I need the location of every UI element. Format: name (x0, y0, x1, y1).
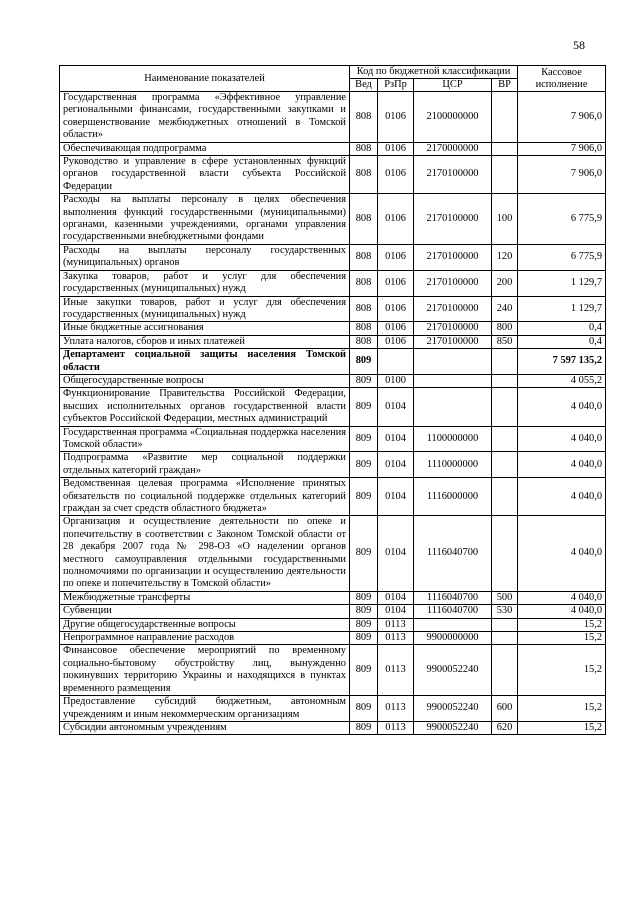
row-ved-cell: 808 (350, 322, 378, 335)
row-amount-cell: 4 040,0 (518, 605, 606, 618)
row-name-cell: Функционирование Правительства Российской Федерации, высших исполнительных органов государственной власти субъектов Российской Федерации, местных администраций (60, 388, 350, 426)
table-row (60, 270, 606, 296)
row-amount-cell: 15,2 (518, 618, 606, 631)
row-csr-cell: 2170100000 (414, 296, 492, 322)
row-amount-cell: 6 775,9 (518, 194, 606, 245)
row-csr-cell: 1110000000 (414, 452, 492, 478)
row-ved-cell: 809 (350, 721, 378, 734)
row-name-cell: Подпрограмма «Развитие мер социальной поддержки отдельных категорий граждан» (60, 452, 350, 478)
row-vr-cell (492, 374, 518, 387)
row-csr-cell: 2170000000 (414, 142, 492, 155)
table-row (60, 335, 606, 348)
row-rzpr-cell: 0106 (378, 92, 414, 143)
row-amount-cell: 1 129,7 (518, 296, 606, 322)
row-csr-cell: 2100000000 (414, 92, 492, 143)
row-name-cell: Государственная программа «Социальная поддержка населения Томской области» (60, 426, 350, 452)
row-csr-cell: 1116040700 (414, 516, 492, 591)
row-name-cell: Закупка товаров, работ и услуг для обеспечения государственных (муниципальных) нужд (60, 270, 350, 296)
row-csr-cell: 9900052240 (414, 696, 492, 722)
row-csr-cell (414, 349, 492, 375)
row-vr-cell (492, 516, 518, 591)
table-row (60, 296, 606, 322)
row-ved-cell: 809 (350, 478, 378, 516)
row-vr-cell (492, 142, 518, 155)
table-row (60, 618, 606, 631)
table-row (60, 478, 606, 516)
table-row (60, 696, 606, 722)
table-row (60, 516, 606, 591)
header-csr: ЦСР (414, 79, 492, 92)
row-vr-cell: 600 (492, 696, 518, 722)
row-rzpr-cell: 0113 (378, 645, 414, 696)
row-amount-cell: 4 040,0 (518, 516, 606, 591)
row-name-cell: Департамент социальной защиты населения Томской области (60, 349, 350, 375)
row-amount-cell: 7 906,0 (518, 142, 606, 155)
row-rzpr-cell (378, 349, 414, 375)
row-csr-cell (414, 388, 492, 426)
table-body (60, 92, 606, 735)
table-row (60, 721, 606, 734)
row-rzpr-cell: 0113 (378, 696, 414, 722)
row-rzpr-cell: 0104 (378, 452, 414, 478)
row-csr-cell: 2170100000 (414, 194, 492, 245)
table-header (60, 66, 606, 92)
row-rzpr-cell: 0106 (378, 322, 414, 335)
row-amount-cell: 0,4 (518, 335, 606, 348)
table-row (60, 426, 606, 452)
row-vr-cell: 800 (492, 322, 518, 335)
row-vr-cell (492, 632, 518, 645)
table-row (60, 645, 606, 696)
row-name-cell: Иные закупки товаров, работ и услуг для обеспечения государственных (муниципальных) нужд (60, 296, 350, 322)
row-rzpr-cell: 0106 (378, 244, 414, 270)
row-ved-cell: 809 (350, 426, 378, 452)
row-ved-cell: 809 (350, 645, 378, 696)
row-ved-cell: 808 (350, 142, 378, 155)
row-vr-cell: 100 (492, 194, 518, 245)
row-csr-cell (414, 374, 492, 387)
row-ved-cell: 809 (350, 632, 378, 645)
row-csr-cell: 2170100000 (414, 322, 492, 335)
table-row (60, 244, 606, 270)
row-amount-cell: 4 055,2 (518, 374, 606, 387)
row-csr-cell: 9900052240 (414, 721, 492, 734)
row-name-cell: Руководство и управление в сфере установленных функций органов государственной власти субъекта Российской Федерации (60, 156, 350, 194)
row-csr-cell: 2170100000 (414, 270, 492, 296)
row-vr-cell (492, 645, 518, 696)
row-amount-cell: 6 775,9 (518, 244, 606, 270)
row-name-cell: Непрограммное направление расходов (60, 632, 350, 645)
row-amount-cell: 7 906,0 (518, 92, 606, 143)
row-ved-cell: 808 (350, 296, 378, 322)
row-ved-cell: 808 (350, 244, 378, 270)
row-vr-cell (492, 92, 518, 143)
row-ved-cell: 808 (350, 92, 378, 143)
row-amount-cell: 7 906,0 (518, 156, 606, 194)
table-row (60, 605, 606, 618)
row-rzpr-cell: 0113 (378, 618, 414, 631)
row-csr-cell: 2170100000 (414, 335, 492, 348)
row-ved-cell: 808 (350, 335, 378, 348)
row-amount-cell: 15,2 (518, 721, 606, 734)
header-code-group: Код по бюджетной классификации (350, 66, 518, 79)
row-rzpr-cell: 0106 (378, 156, 414, 194)
row-vr-cell: 120 (492, 244, 518, 270)
row-amount-cell: 4 040,0 (518, 591, 606, 604)
row-vr-cell: 620 (492, 721, 518, 734)
row-rzpr-cell: 0106 (378, 335, 414, 348)
row-amount-cell: 15,2 (518, 632, 606, 645)
row-csr-cell: 2170100000 (414, 156, 492, 194)
row-vr-cell (492, 349, 518, 375)
row-ved-cell: 809 (350, 349, 378, 375)
row-ved-cell: 809 (350, 516, 378, 591)
header-ved: Вед (350, 79, 378, 92)
table-row (60, 92, 606, 143)
row-name-cell: Общегосударственные вопросы (60, 374, 350, 387)
row-name-cell: Межбюджетные трансферты (60, 591, 350, 604)
row-csr-cell: 9900052240 (414, 645, 492, 696)
row-rzpr-cell: 0106 (378, 194, 414, 245)
row-amount-cell: 4 040,0 (518, 478, 606, 516)
row-vr-cell (492, 452, 518, 478)
table-row (60, 156, 606, 194)
table-row (60, 374, 606, 387)
table-row (60, 194, 606, 245)
row-vr-cell: 200 (492, 270, 518, 296)
row-name-cell: Финансовое обеспечение мероприятий по временному социально-бытовому обустройству лиц, вынужденно покинувших территорию Украины и находящихся в пунктах временного размещения (60, 645, 350, 696)
header-vr: ВР (492, 79, 518, 92)
row-rzpr-cell: 0104 (378, 591, 414, 604)
row-ved-cell: 809 (350, 618, 378, 631)
header-amount: Кассовое исполнение (518, 66, 606, 92)
row-csr-cell: 2170100000 (414, 244, 492, 270)
row-ved-cell: 809 (350, 696, 378, 722)
row-csr-cell: 1116040700 (414, 591, 492, 604)
row-csr-cell: 1116000000 (414, 478, 492, 516)
table-row (60, 142, 606, 155)
row-vr-cell (492, 426, 518, 452)
row-name-cell: Другие общегосударственные вопросы (60, 618, 350, 631)
row-rzpr-cell: 0113 (378, 632, 414, 645)
row-name-cell: Обеспечивающая подпрограмма (60, 142, 350, 155)
row-vr-cell (492, 388, 518, 426)
table-row (60, 322, 606, 335)
row-rzpr-cell: 0113 (378, 721, 414, 734)
row-csr-cell: 1100000000 (414, 426, 492, 452)
row-rzpr-cell: 0100 (378, 374, 414, 387)
row-rzpr-cell: 0104 (378, 478, 414, 516)
table-row (60, 349, 606, 375)
row-vr-cell (492, 618, 518, 631)
row-name-cell: Предоставление субсидий бюджетным, автономным учреждениям и иным некоммерческим организациям (60, 696, 350, 722)
row-ved-cell: 809 (350, 388, 378, 426)
table-row (60, 452, 606, 478)
row-name-cell: Государственная программа «Эффективное управление региональными финансами, государственными закупками и совершенствование межбюджетных отношений в Томской области» (60, 92, 350, 143)
page-number: 58 (573, 38, 585, 52)
row-ved-cell: 809 (350, 591, 378, 604)
row-rzpr-cell: 0104 (378, 516, 414, 591)
row-amount-cell: 1 129,7 (518, 270, 606, 296)
row-amount-cell: 4 040,0 (518, 388, 606, 426)
row-name-cell: Организация и осуществление деятельности по опеке и попечительству в соответствии с Законом Томской области от 28 декабря 2007 года № 298-ОЗ «О наделении органов местного самоуправления отдельными государственными полномочиями по организации и осуществлению деятельности по опеке и попечительству в Томской области» (60, 516, 350, 591)
row-amount-cell: 4 040,0 (518, 452, 606, 478)
row-ved-cell: 809 (350, 452, 378, 478)
row-name-cell: Иные бюджетные ассигнования (60, 322, 350, 335)
header-rzpr: РзПр (378, 79, 414, 92)
row-ved-cell: 808 (350, 270, 378, 296)
row-rzpr-cell: 0106 (378, 296, 414, 322)
row-amount-cell: 15,2 (518, 696, 606, 722)
row-name-cell: Расходы на выплаты персоналу в целях обеспечения выполнения функций государственными (муниципальными) органами, казенными учреждениями, органами управления государственными внебюджетными фондами (60, 194, 350, 245)
row-vr-cell (492, 478, 518, 516)
row-ved-cell: 809 (350, 605, 378, 618)
table-row (60, 591, 606, 604)
row-amount-cell: 0,4 (518, 322, 606, 335)
row-csr-cell: 9900000000 (414, 632, 492, 645)
row-amount-cell: 7 597 135,2 (518, 349, 606, 375)
row-amount-cell: 15,2 (518, 645, 606, 696)
row-amount-cell: 4 040,0 (518, 426, 606, 452)
row-vr-cell: 530 (492, 605, 518, 618)
row-rzpr-cell: 0106 (378, 142, 414, 155)
table-row (60, 632, 606, 645)
row-csr-cell (414, 618, 492, 631)
row-vr-cell: 500 (492, 591, 518, 604)
row-name-cell: Ведомственная целевая программа «Исполнение принятых обязательств по социальной поддержке отдельных категорий граждан за счет средств областного бюджета» (60, 478, 350, 516)
row-rzpr-cell: 0104 (378, 388, 414, 426)
table-row (60, 388, 606, 426)
row-name-cell: Субвенции (60, 605, 350, 618)
header-name: Наименование показателей (60, 66, 350, 92)
row-name-cell: Уплата налогов, сборов и иных платежей (60, 335, 350, 348)
row-name-cell: Расходы на выплаты персоналу государственных (муниципальных) органов (60, 244, 350, 270)
row-ved-cell: 808 (350, 156, 378, 194)
row-ved-cell: 808 (350, 194, 378, 245)
row-rzpr-cell: 0106 (378, 270, 414, 296)
row-vr-cell: 850 (492, 335, 518, 348)
row-csr-cell: 1116040700 (414, 605, 492, 618)
row-rzpr-cell: 0104 (378, 426, 414, 452)
budget-table (59, 65, 606, 735)
row-ved-cell: 809 (350, 374, 378, 387)
row-vr-cell: 240 (492, 296, 518, 322)
row-vr-cell (492, 156, 518, 194)
row-name-cell: Субсидии автономным учреждениям (60, 721, 350, 734)
row-rzpr-cell: 0104 (378, 605, 414, 618)
